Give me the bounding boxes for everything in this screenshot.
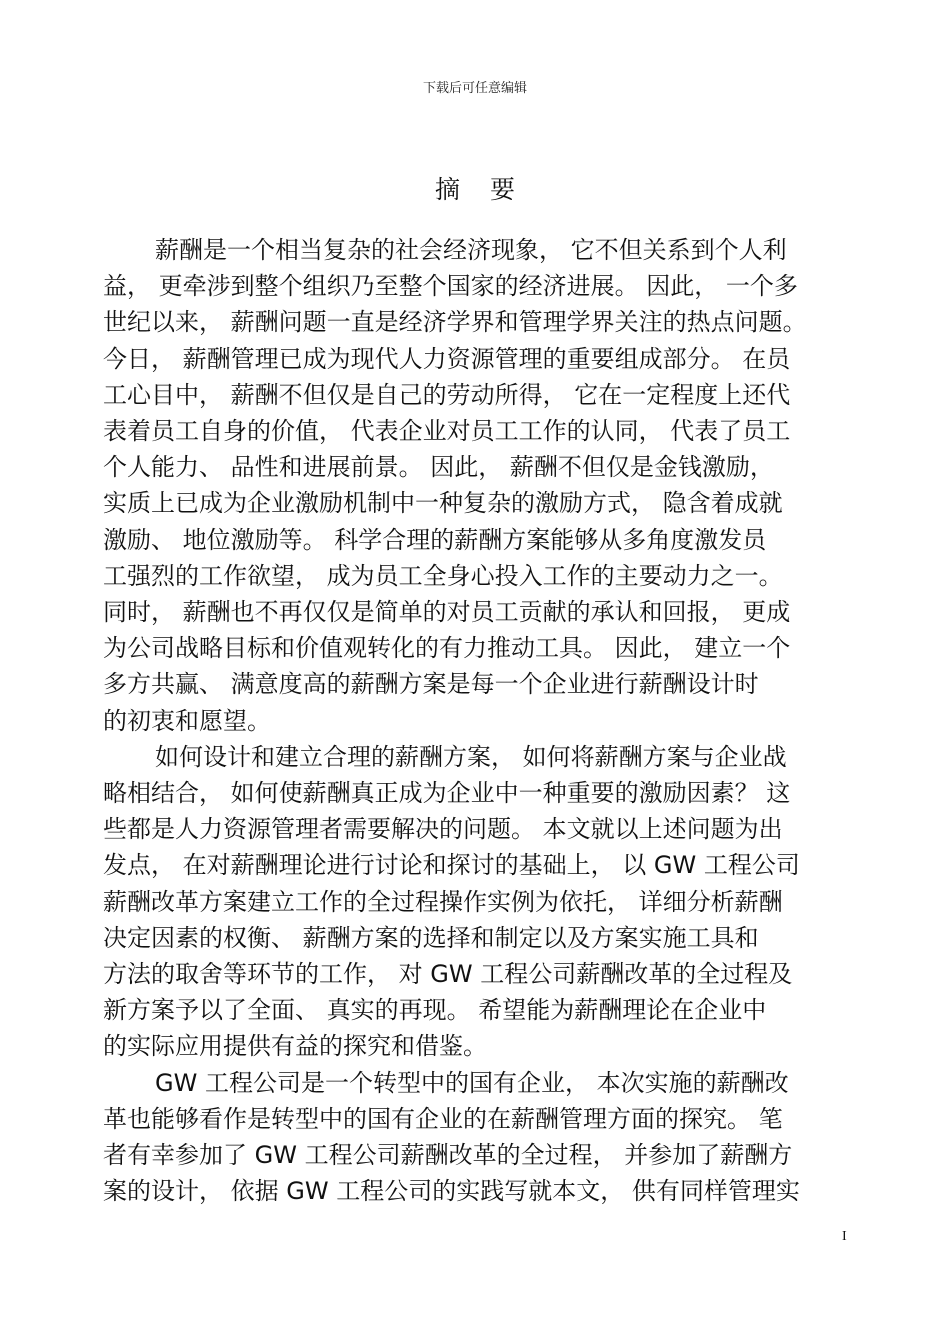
text-line: 世纪以来， 薪酬问题一直是经济学界和管理学界关注的热点问题。 [103, 308, 807, 337]
text-line: 方法的取舍等环节的工作， 对 GW 工程公司薪酬改革的全过程及 [103, 960, 793, 989]
header-note: 下载后可任意编辑 [422, 81, 527, 96]
text-line: 同时， 薪酬也不再仅仅是简单的对员工贡献的承认和回报， 更成 [103, 598, 791, 627]
text-line: 的初衷和愿望。 [103, 706, 271, 735]
text-line: 今日， 薪酬管理已成为现代人力资源管理的重要组成部分。 在员 [103, 344, 791, 373]
text-line: 决定因素的权衡、 薪酬方案的选择和制定以及方案实施工具和 [103, 923, 759, 952]
text-line: 如何设计和建立合理的薪酬方案， 如何将薪酬方案与企业战 [155, 742, 787, 771]
text-line: 工心目中， 薪酬不但仅是自己的劳动所得， 它在一定程度上还代 [103, 380, 791, 409]
paragraph-1 [103, 232, 853, 739]
text-line: 个人能力、 品性和进展前景。 因此， 薪酬不但仅是金钱激励， [103, 453, 774, 482]
text-line: 多方共赢、 满意度高的薪酬方案是每一个企业进行薪酬设计时 [103, 670, 759, 699]
abstract-body [103, 232, 853, 1209]
text-line: 者有幸参加了 GW 工程公司薪酬改革的全过程， 并参加了薪酬方 [103, 1141, 793, 1170]
paragraph-3 [103, 1065, 853, 1210]
text-line: 革也能够看作是转型中的国有企业的在薪酬管理方面的探究。 笔 [103, 1104, 783, 1133]
text-line: GW 工程公司是一个转型中的国有企业， 本次实施的薪酬改 [155, 1068, 789, 1097]
text-line: 些都是人力资源管理者需要解决的问题。 本文就以上述问题为出 [103, 815, 783, 844]
text-line: 新方案予以了全面、 真实的再现。 希望能为薪酬理论在企业中 [103, 996, 767, 1025]
text-line: 薪酬改革方案建立工作的全过程操作实例为依托， 详细分析薪酬 [103, 887, 783, 916]
text-line: 薪酬是一个相当复杂的社会经济现象， 它不但关系到个人利 [155, 236, 787, 264]
text-line: 为公司战略目标和价值观转化的有力推动工具。 因此， 建立一个 [103, 634, 791, 663]
text-line: 激励、 地位激励等。 科学合理的薪酬方案能够从多角度激发员 [103, 525, 767, 554]
paragraph-2 [103, 739, 853, 1065]
text-line: 案的设计， 依据 GW 工程公司的实践写就本文， 供有同样管理实 [103, 1177, 800, 1206]
text-line: 略相结合， 如何使薪酬真正成为企业中一种重要的激励因素？ 这 [103, 779, 791, 808]
text-line: 实质上已成为企业激励机制中一种复杂的激励方式， 隐含着成就 [103, 489, 783, 518]
text-line: 表着员工自身的价值， 代表企业对员工工作的认同， 代表了员工 [103, 417, 791, 446]
text-line: 益， 更牵涉到整个组织乃至整个国家的经济进展。 因此， 一个多 [103, 272, 798, 301]
page-number: I [842, 1229, 847, 1244]
text-line: 工强烈的工作欲望， 成为员工全身心投入工作的主要动力之一。 [103, 561, 783, 590]
text-line: 的实际应用提供有益的探究和借鉴。 [103, 1032, 487, 1061]
page-title: 摘要 [434, 175, 545, 204]
text-line: 发点， 在对薪酬理论进行讨论和探讨的基础上， 以 GW 工程公司 [103, 851, 800, 880]
